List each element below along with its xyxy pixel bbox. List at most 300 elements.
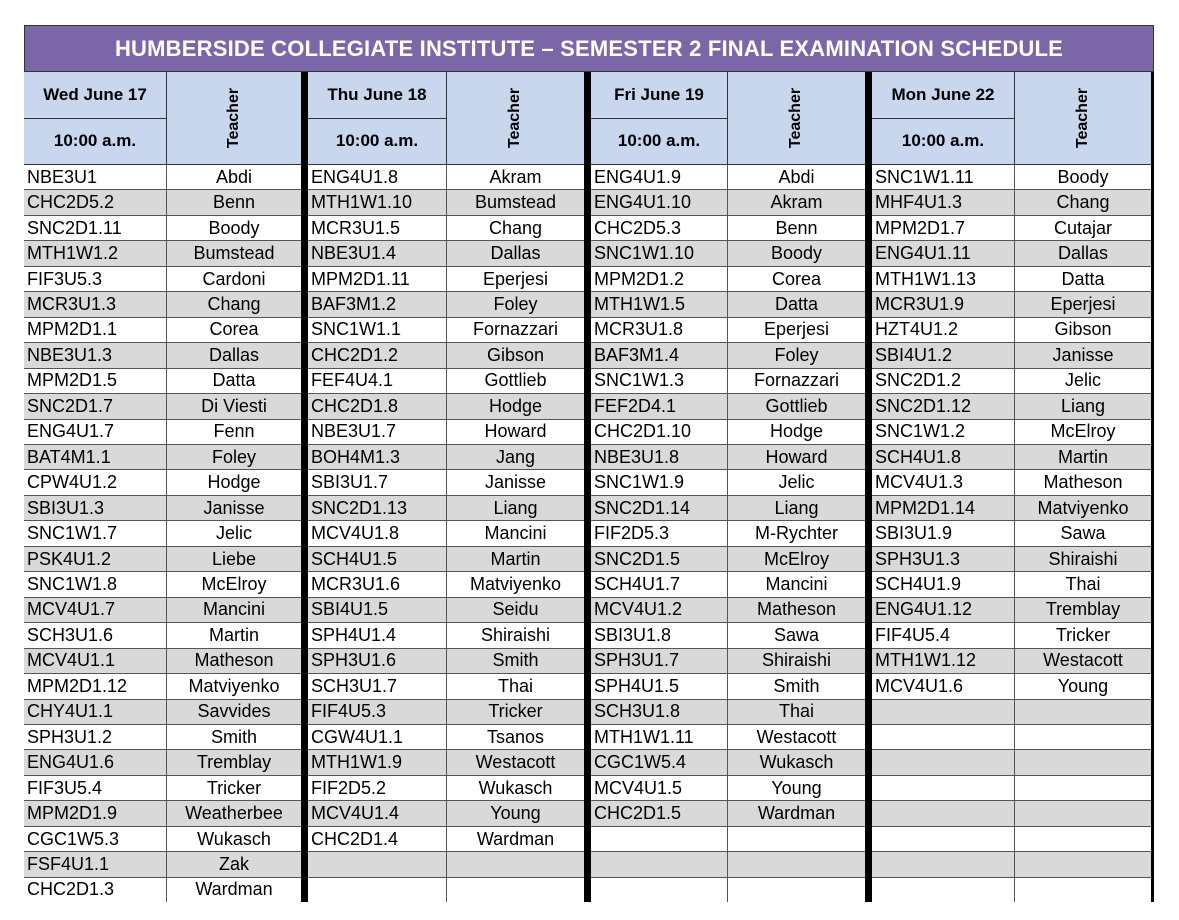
table-row [872,420,1151,445]
table-row [24,420,301,445]
course-code: BAT4M1.1 [24,445,167,469]
course-code: SPH3U1.3 [872,547,1015,571]
table-row [872,852,1151,877]
course-code: FIF4U5.4 [872,623,1015,647]
table-row [308,190,584,215]
teacher-name: Akram [489,166,542,187]
table-row [308,700,584,725]
teacher-name: Young [771,777,822,798]
table-row [591,801,865,826]
course-code: FIF4U5.3 [308,700,447,724]
course-code: NBE3U1.8 [591,445,728,469]
course-code: MTH1W1.9 [308,750,447,774]
teacher-name: Datta [212,370,256,391]
course-code: CHC2D1.2 [308,343,447,367]
course-code: ENG4U1.7 [24,420,167,444]
course-code: BAF3M1.4 [591,343,728,367]
course-code: CHC2D1.3 [24,878,167,902]
teacher-name: Bumstead [474,192,557,213]
course-code: FIF3U5.4 [24,776,167,800]
table-row [308,318,584,343]
table-row [591,700,865,725]
day-header-left [24,72,167,164]
course-code: MPM2D1.11 [308,267,447,291]
teacher-name: Matviyenko [1037,497,1129,518]
table-row [308,776,584,801]
exam-schedule-table [24,25,1154,902]
table-row [872,827,1151,852]
course-code: MCV4U1.5 [591,776,728,800]
teacher-column-header [728,72,865,164]
teacher-name [728,852,865,876]
course-code: SBI3U1.7 [308,470,447,494]
teacher-name: Zak [218,853,249,874]
table-row [24,165,301,190]
teacher-header-label: Teacher [787,87,805,149]
teacher-name: Tricker [488,701,543,722]
course-code: SNC1W1.1 [308,318,447,342]
exam-time: 10:00 a.m. [901,131,985,151]
course-code: MCR3U1.5 [308,216,447,240]
table-row [24,216,301,241]
table-row [591,190,865,215]
table-row [308,827,584,852]
course-code: SNC1W1.9 [591,470,728,494]
table-row [872,165,1151,190]
table-row [591,394,865,419]
course-code: MCR3U1.3 [24,292,167,316]
exam-date: Thu June 18 [308,72,446,119]
course-code: FIF3U5.3 [24,267,167,291]
teacher-name: Tricker [206,777,262,798]
table-row [308,572,584,597]
teacher-name: Foley [774,344,819,365]
table-row [872,267,1151,292]
teacher-name: Martin [1057,446,1108,467]
table-row [591,878,865,902]
exam-date: Fri June 19 [591,72,727,119]
teacher-name: Sawa [773,624,820,645]
teacher-name: Liang [493,497,538,518]
day-column [24,72,308,902]
table-row [24,318,301,343]
course-code [308,878,447,902]
teacher-name: Westacott [1043,650,1123,671]
table-row [24,470,301,495]
teacher-name [728,827,865,851]
course-code [872,725,1015,749]
teacher-name [1015,878,1151,902]
teacher-name: Hodge [769,421,824,442]
course-code: SBI3U1.3 [24,496,167,520]
exam-time: 10:00 a.m. [617,131,701,151]
table-row [591,572,865,597]
teacher-name: Young [1057,675,1109,696]
course-code: SCH3U1.7 [308,674,447,698]
table-row [872,598,1151,623]
table-row [591,496,865,521]
teacher-name: Liang [1060,395,1106,416]
teacher-name: Matheson [756,599,837,620]
table-row [591,445,865,470]
course-code: SNC2D1.14 [591,496,728,520]
table-row [24,572,301,597]
course-code [591,852,728,876]
table-row [591,292,865,317]
course-code: CHC2D1.10 [591,420,728,444]
teacher-name [447,878,584,902]
table-row [872,623,1151,648]
course-code [872,750,1015,774]
teacher-column-header [447,72,584,164]
table-row [24,241,301,266]
course-code: PSK4U1.2 [24,547,167,571]
course-code: CHC2D1.5 [591,801,728,825]
course-code: MHF4U1.3 [872,190,1015,214]
teacher-name: Young [490,803,541,824]
table-row [24,369,301,394]
teacher-name: Abdi [215,166,253,187]
course-code: CHY4U1.1 [24,700,167,724]
teacher-name: Datta [1061,268,1105,289]
course-code: SNC2D1.11 [24,216,167,240]
table-row [24,343,301,368]
course-code: MCR3U1.8 [591,318,728,342]
course-code: CHC2D1.8 [308,394,447,418]
course-code: ENG4U1.12 [872,598,1015,622]
course-code: CGW4U1.1 [308,725,447,749]
table-row [872,547,1151,572]
table-row [308,343,584,368]
teacher-name: Jelic [1064,370,1101,391]
course-code: MTH1W1.10 [308,190,447,214]
course-code: SNC1W1.8 [24,572,167,596]
table-row [24,852,301,877]
table-row [872,700,1151,725]
teacher-name [1015,725,1151,749]
teacher-name: Wardman [757,803,836,824]
teacher-name: Howard [484,421,547,442]
course-code: ENG4U1.6 [24,750,167,774]
course-code: MCV4U1.2 [591,598,728,622]
table-row [872,190,1151,215]
teacher-name: Liebe [211,548,257,569]
course-code: SNC1W1.2 [872,420,1015,444]
course-code: HZT4U1.2 [872,318,1015,342]
teacher-name: Gottlieb [765,395,828,416]
teacher-name: Datta [774,293,819,314]
course-code: MTH1W1.5 [591,292,728,316]
table-row [591,547,865,572]
teacher-name: Liang [774,497,819,518]
table-row [24,725,301,750]
teacher-name [1015,750,1151,774]
course-code: MTH1W1.12 [872,649,1015,673]
table-row [591,165,865,190]
table-row [872,343,1151,368]
table-row [24,496,301,521]
teacher-header-label: Teacher [506,87,524,149]
course-code: MCR3U1.6 [308,572,447,596]
teacher-name: Eperjesi [1050,293,1116,314]
teacher-name: Gibson [1054,319,1112,340]
teacher-name: Mancini [484,523,547,544]
table-row [308,216,584,241]
course-code: SNC2D1.5 [591,547,728,571]
table-row [308,674,584,699]
course-code: MCR3U1.9 [872,292,1015,316]
course-code: SCH4U1.9 [872,572,1015,596]
course-code: SCH3U1.8 [591,700,728,724]
course-code: SPH3U1.7 [591,649,728,673]
teacher-name: Gibson [486,344,545,365]
course-code: CHC2D5.3 [591,216,728,240]
course-code: CGC1W5.4 [591,750,728,774]
table-row [24,801,301,826]
course-code: NBE3U1.4 [308,241,447,265]
table-row [872,878,1151,902]
course-code: ENG4U1.8 [308,165,447,189]
teacher-name: Janisse [484,472,547,493]
teacher-name: Eperjesi [482,268,549,289]
teacher-column-header [1015,72,1151,164]
course-code: FEF4U4.1 [308,369,447,393]
teacher-name: Mancini [202,599,266,620]
course-code: MCV4U1.3 [872,470,1015,494]
teacher-name: Matheson [194,650,274,671]
day-column [872,72,1154,902]
teacher-name: Corea [771,268,822,289]
teacher-name: Matviyenko [188,675,280,696]
teacher-name: Sawa [1060,523,1106,544]
course-code [591,878,728,902]
table-row [591,521,865,546]
table-row [308,598,584,623]
table-row [872,369,1151,394]
teacher-name: Tremblay [1045,599,1121,620]
course-code: SCH3U1.6 [24,623,167,647]
table-row [591,623,865,648]
teacher-name: Benn [212,192,256,213]
table-row [24,776,301,801]
table-row [308,878,584,902]
teacher-name: Thai [1065,573,1101,594]
course-code: SNC1W1.7 [24,521,167,545]
teacher-name: Dallas [490,243,541,264]
table-row [308,394,584,419]
teacher-name: Thai [497,675,533,696]
table-row [872,750,1151,775]
course-code: SBI4U1.5 [308,598,447,622]
teacher-name: Jelic [215,523,252,544]
teacher-name: Seidu [492,599,539,620]
table-row [308,750,584,775]
teacher-name: Jelic [778,472,815,493]
table-row [591,750,865,775]
teacher-name: Akram [770,192,823,213]
exam-rows [591,165,865,902]
teacher-name [728,878,865,902]
table-row [872,674,1151,699]
course-code: SPH3U1.6 [308,649,447,673]
day-header [24,72,301,165]
course-code: MPM2D1.7 [872,216,1015,240]
table-row [591,369,865,394]
course-code [872,801,1015,825]
teacher-name: Hodge [488,395,543,416]
day-header [308,72,584,165]
table-row [872,725,1151,750]
table-row [591,827,865,852]
exam-rows [872,165,1151,902]
table-row [308,725,584,750]
table-row [591,420,865,445]
course-code [308,852,447,876]
course-code [872,852,1015,876]
table-row [872,801,1151,826]
course-code: MCV4U1.8 [308,521,447,545]
teacher-name: Chang [1056,192,1110,213]
course-code: MTH1W1.13 [872,267,1015,291]
table-row [872,776,1151,801]
teacher-name: Fenn [213,421,255,442]
course-code: SNC2D1.2 [872,369,1015,393]
table-row [308,420,584,445]
course-code: SBI3U1.8 [591,623,728,647]
course-code: SNC2D1.7 [24,394,167,418]
course-code: CHC2D5.2 [24,190,167,214]
teacher-name: McElroy [763,548,829,569]
teacher-name [1015,852,1151,876]
teacher-name: Howard [765,446,828,467]
table-row [308,369,584,394]
teacher-name: Wukasch [478,777,553,798]
day-header-left [591,72,728,164]
table-row [872,216,1151,241]
teacher-name: Westacott [475,752,556,773]
table-row [591,343,865,368]
teacher-name: Smith [492,650,539,671]
teacher-name: Jang [495,446,536,467]
table-row [24,623,301,648]
course-code: FSF4U1.1 [24,852,167,876]
teacher-name: Wukasch [759,752,834,773]
teacher-name: Savvides [197,701,271,722]
teacher-name: Cardoni [202,268,266,289]
table-row [591,241,865,266]
table-row [24,292,301,317]
table-row [308,547,584,572]
table-row [308,292,584,317]
table-row [24,445,301,470]
teacher-name: Fornazzari [472,319,559,340]
course-code: SNC1W1.3 [591,369,728,393]
course-code [872,878,1015,902]
teacher-name: Tsanos [486,726,545,747]
course-code: SPH4U1.5 [591,674,728,698]
teacher-name: Benn [775,217,818,238]
table-row [872,470,1151,495]
course-code: SPH4U1.4 [308,623,447,647]
table-row [591,725,865,750]
course-code: CGC1W5.3 [24,827,167,851]
day-header-left [872,72,1015,164]
teacher-name: Chang [488,217,543,238]
course-code: FIF2D5.2 [308,776,447,800]
teacher-name: Wardman [195,879,273,900]
table-row [872,292,1151,317]
table-row [308,623,584,648]
table-row [24,649,301,674]
day-column [308,72,591,902]
teacher-name: Matheson [1043,472,1123,493]
teacher-name: McElroy [201,573,267,594]
teacher-name: Cutajar [1053,217,1113,238]
teacher-name: Janisse [203,497,265,518]
table-row [24,700,301,725]
course-code: FEF2D4.1 [591,394,728,418]
course-code: MCV4U1.7 [24,598,167,622]
exam-rows [24,165,301,902]
teacher-name: Wardman [476,828,555,849]
table-row [308,496,584,521]
day-columns [24,72,1154,902]
teacher-name: Abdi [778,166,815,187]
course-code: MCV4U1.1 [24,649,167,673]
table-row [24,827,301,852]
teacher-name: Shiraishi [1048,548,1118,569]
course-code: NBE3U1.7 [308,420,447,444]
teacher-name: Gottlieb [484,370,547,391]
teacher-name: Shiraishi [761,650,832,671]
course-code: MCV4U1.6 [872,674,1015,698]
table-row [24,598,301,623]
table-row [872,445,1151,470]
course-code: SCH4U1.5 [308,547,447,571]
teacher-name [1015,801,1151,825]
course-code: SNC2D1.13 [308,496,447,520]
course-code: SCH4U1.7 [591,572,728,596]
teacher-header-label: Teacher [1074,87,1091,149]
course-code: MPM2D1.14 [872,496,1015,520]
table-row [872,394,1151,419]
course-code: MPM2D1.9 [24,801,167,825]
table-row [591,649,865,674]
teacher-name: Boody [1057,166,1109,187]
course-code: SNC1W1.10 [591,241,728,265]
teacher-name: Tremblay [196,752,272,773]
course-code: SPH3U1.2 [24,725,167,749]
table-row [24,750,301,775]
teacher-name: Boody [208,217,260,238]
teacher-name: Westacott [756,726,837,747]
table-row [308,649,584,674]
course-code: MCV4U1.4 [308,801,447,825]
table-row [24,394,301,419]
course-code: MPM2D1.12 [24,674,167,698]
course-code: SNC1W1.11 [872,165,1015,189]
teacher-name: Hodge [207,472,261,493]
teacher-name: Di Viesti [201,395,267,416]
course-code: SBI3U1.9 [872,521,1015,545]
course-code: NBE3U1 [24,165,167,189]
course-code: SNC2D1.12 [872,394,1015,418]
table-row [591,216,865,241]
course-code [872,776,1015,800]
table-row [872,318,1151,343]
course-code [591,827,728,851]
exam-time: 10:00 a.m. [335,131,419,151]
